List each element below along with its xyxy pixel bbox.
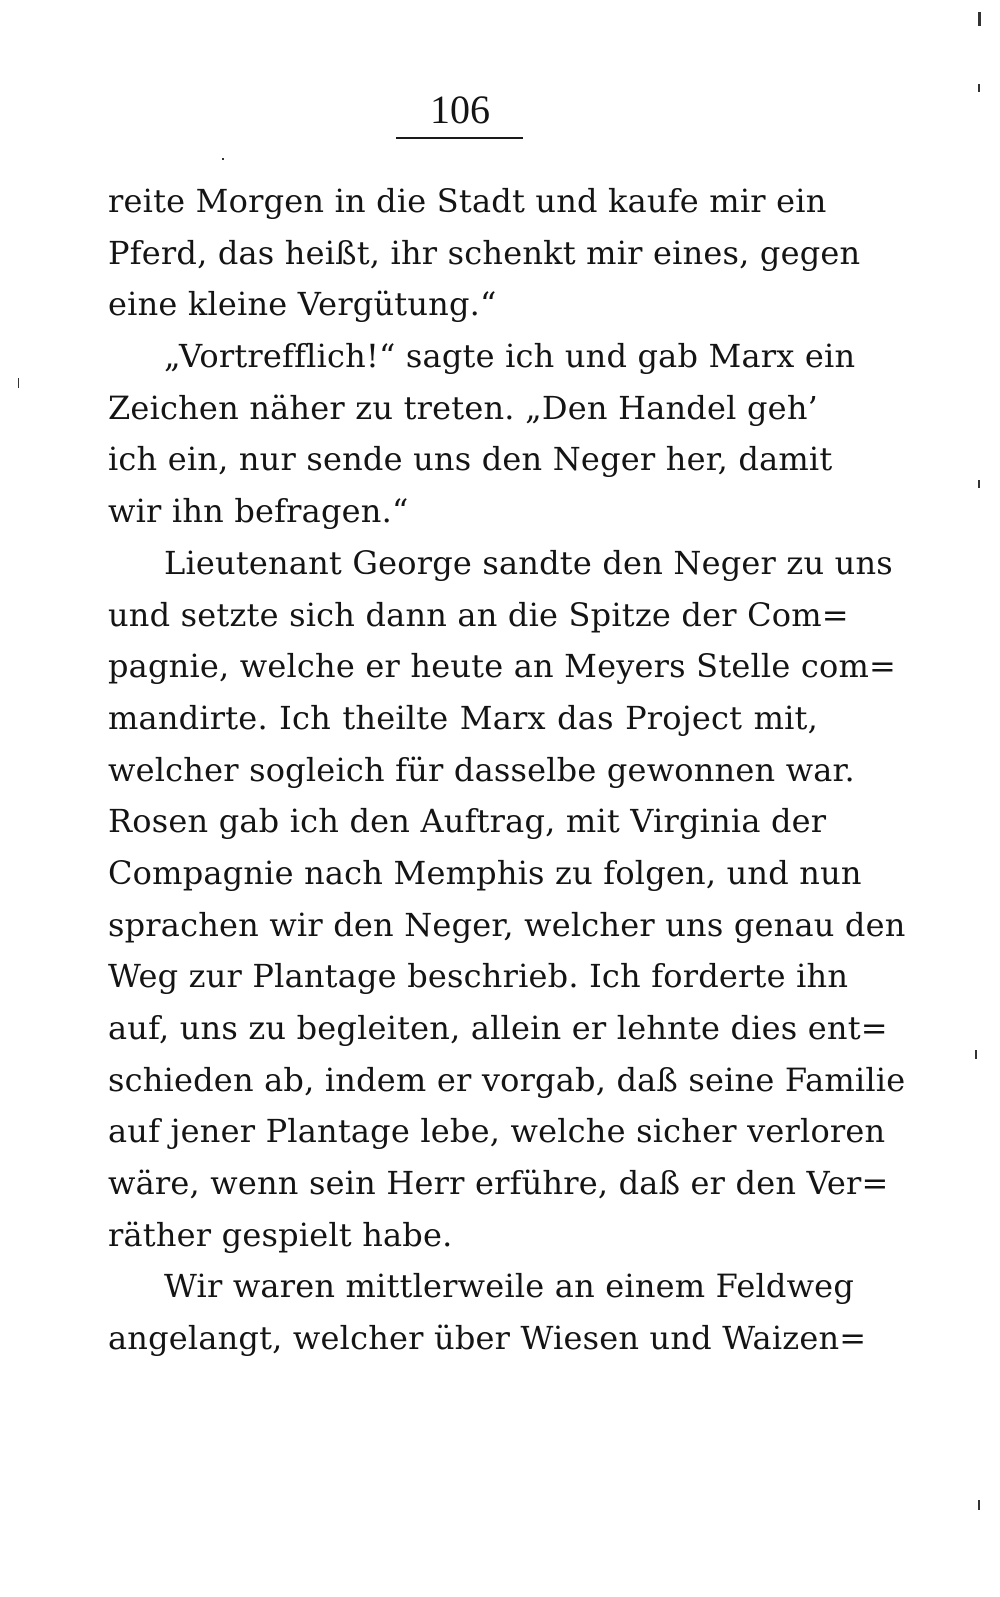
- text-line: Rosen gab ich den Auftrag, mit Virginia der: [108, 802, 827, 841]
- scan-speck: [978, 84, 980, 92]
- text-line: sprachen wir den Neger, welcher uns genau den: [108, 905, 906, 944]
- text-line: mandirte. Ich theilte Marx das Project mit,: [108, 698, 818, 737]
- text-line: schieden ab, indem er vorgab, daß seine Familie: [108, 1060, 906, 1099]
- page-number: 106: [430, 87, 490, 132]
- text-line: Zeichen näher zu treten. „Den Handel geh’: [108, 388, 818, 427]
- scan-speck: [222, 158, 224, 160]
- text-line: Weg zur Plantage beschrieb. Ich forderte ihn: [108, 957, 849, 996]
- header-rule: [396, 137, 523, 139]
- text-line: wäre, wenn sein Herr erführe, daß er den Ver=: [108, 1164, 889, 1203]
- text-line: Wir waren mittlerweile an einem Feldweg: [164, 1267, 855, 1306]
- text-line: Compagnie nach Memphis zu folgen, und nun: [108, 853, 862, 892]
- text-line: Lieutenant George sandte den Neger zu uns: [164, 543, 893, 582]
- text-line: eine kleine Vergütung.“: [108, 285, 497, 324]
- text-line: auf, uns zu begleiten, allein er lehnte dies ent=: [108, 1009, 888, 1047]
- scan-speck: [978, 12, 981, 26]
- text-line: wir ihn befragen.“: [108, 492, 409, 531]
- text-line: reite Morgen in die Stadt und kaufe mir ein: [108, 182, 827, 220]
- scan-speck: [978, 480, 980, 488]
- text-line: „Vortrefflich!“ sagte ich und gab Marx ein: [164, 337, 856, 376]
- text-line: auf jener Plantage lebe, welche sicher verloren: [108, 1112, 886, 1151]
- scan-speck: [975, 1050, 977, 1059]
- text-line: ich ein, nur sende uns den Neger her, damit: [108, 440, 833, 479]
- body-text: [108, 176, 906, 1365]
- scan-speck: [978, 1500, 980, 1510]
- text-line: angelangt, welcher über Wiesen und Waizen=: [108, 1319, 867, 1358]
- scan-speck: [18, 378, 19, 388]
- text-line: und setzte sich dann an die Spitze der Com=: [108, 595, 849, 634]
- text-line: pagnie, welche er heute an Meyers Stelle com=: [108, 647, 897, 686]
- text-line: räther gespielt habe.: [108, 1215, 453, 1254]
- text-line: Pferd, das heißt, ihr schenkt mir eines, gegen: [108, 233, 861, 272]
- text-line: welcher sogleich für dasselbe gewonnen war.: [108, 750, 855, 789]
